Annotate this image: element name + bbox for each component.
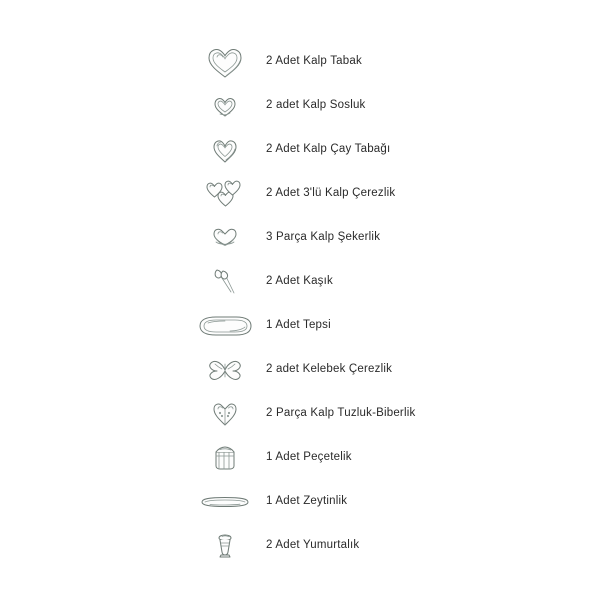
list-item <box>190 260 520 304</box>
heart-salt-pepper-icon <box>190 392 260 436</box>
butterfly-snack-icon <box>190 348 260 392</box>
list-item <box>190 480 520 524</box>
list-item <box>190 524 520 568</box>
list-item <box>190 172 520 216</box>
list-item-label: 2 Parça Kalp Tuzluk-Biberlik <box>266 407 416 420</box>
list-item-label: 2 adet Kelebek Çerezlik <box>266 363 393 376</box>
list-item-label: 1 Adet Tepsi <box>266 319 331 332</box>
list-item <box>190 128 520 172</box>
list-item-label: 2 Adet 3'lü Kalp Çerezlik <box>266 187 396 200</box>
heart-sauce-bowl-icon <box>190 84 260 128</box>
list-item-label: 2 Adet Kaşık <box>266 275 333 288</box>
egg-cup-icon <box>190 524 260 568</box>
list-item <box>190 436 520 480</box>
triple-heart-snack-icon <box>190 172 260 216</box>
list-item <box>190 84 520 128</box>
spoon-icon <box>190 260 260 304</box>
list-item-label: 2 adet Kalp Sosluk <box>266 99 366 112</box>
heart-tea-saucer-icon <box>190 128 260 172</box>
list-item-label: 2 Adet Kalp Çay Tabağı <box>266 143 391 156</box>
list-item <box>190 348 520 392</box>
olive-dish-icon <box>190 480 260 524</box>
list-item <box>190 392 520 436</box>
list-item <box>190 40 520 84</box>
napkin-holder-icon <box>190 436 260 480</box>
list-item-label: 1 Adet Zeytinlik <box>266 495 348 508</box>
heart-plate-icon <box>190 40 260 84</box>
list-item-label: 2 Adet Kalp Tabak <box>266 55 362 68</box>
list-item-label: 3 Parça Kalp Şekerlik <box>266 231 381 244</box>
heart-candy-bowl-icon <box>190 216 260 260</box>
list-item <box>190 304 520 348</box>
product-contents-list <box>190 40 520 568</box>
tray-icon <box>190 304 260 348</box>
list-item-label: 2 Adet Yumurtalık <box>266 539 360 552</box>
list-item <box>190 216 520 260</box>
list-item-label: 1 Adet Peçetelik <box>266 451 352 464</box>
